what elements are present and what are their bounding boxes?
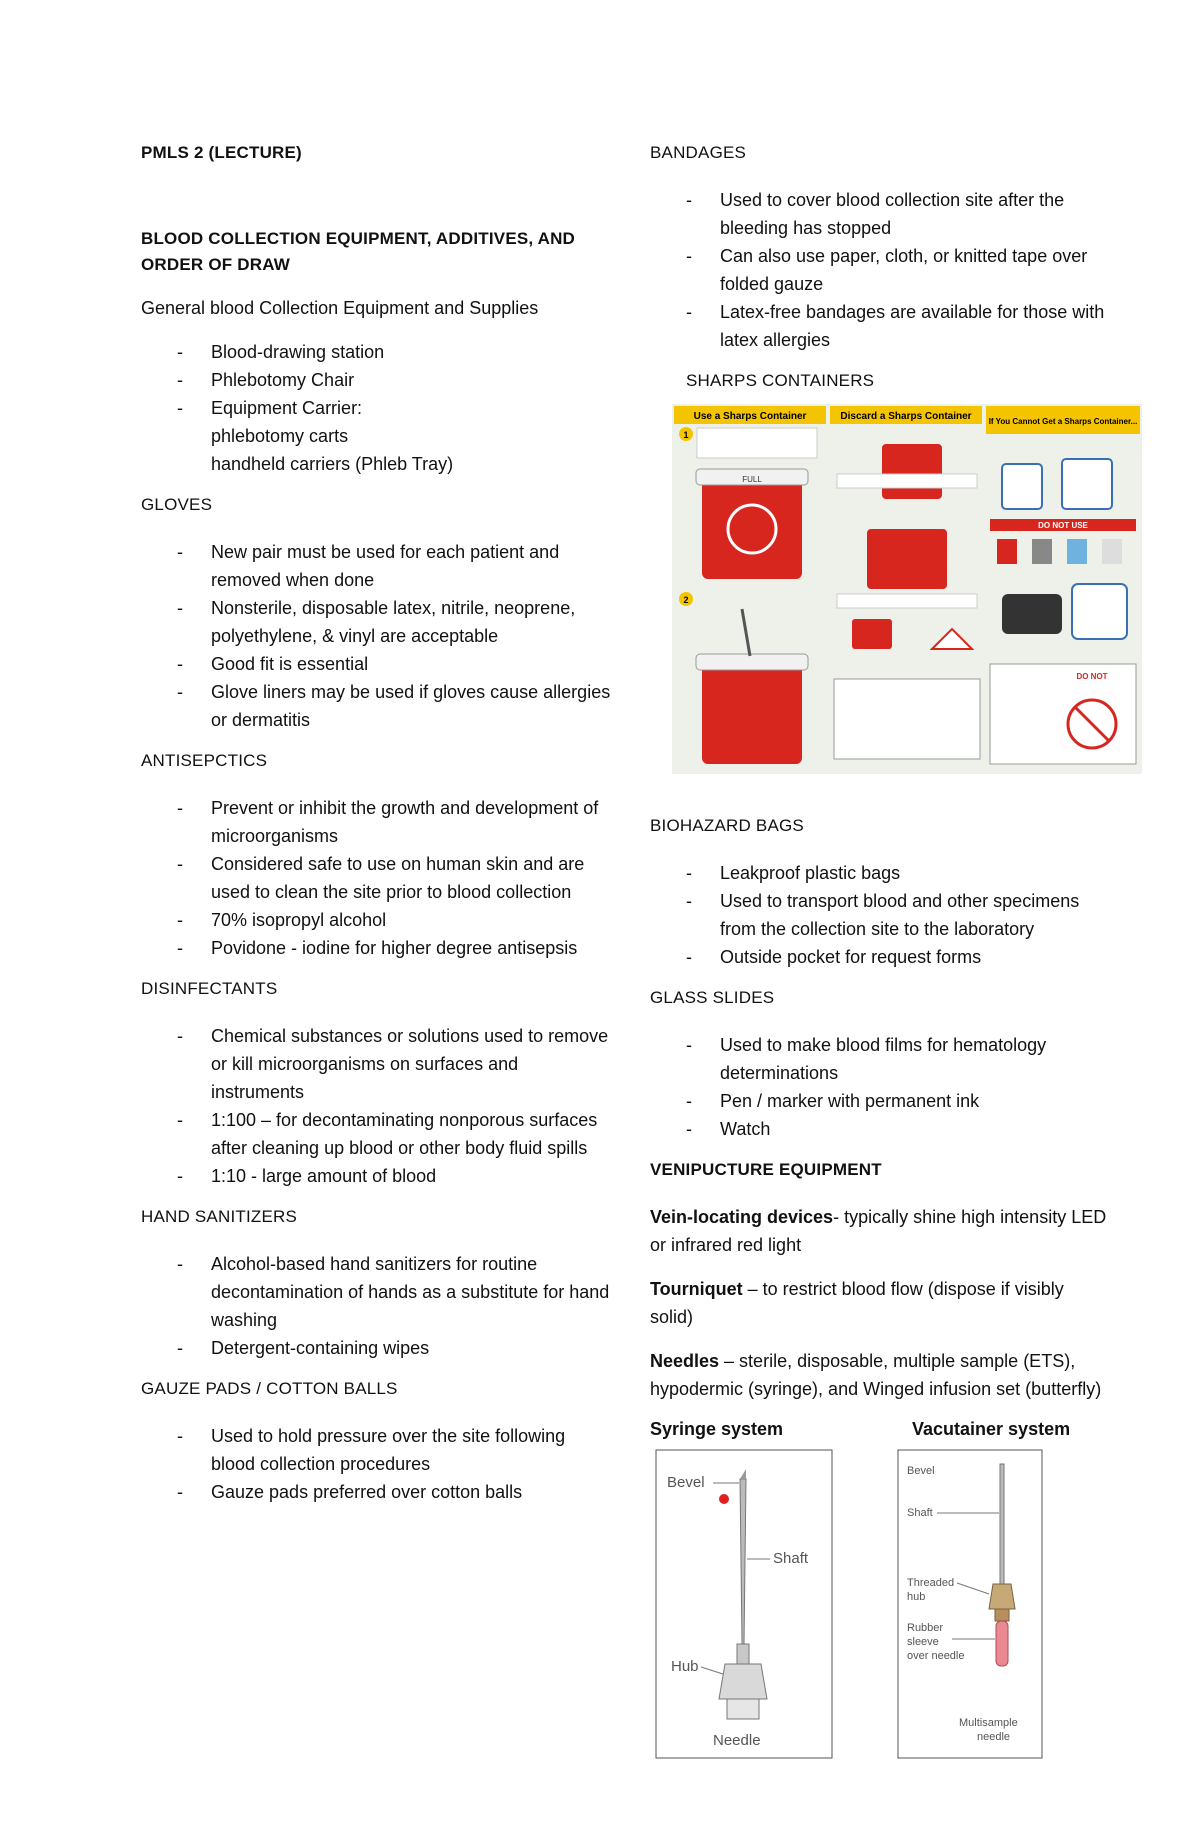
needles-text: – sterile, disposable, multiple sample (ETS), hypodermic (syringe), and Winged infusion set (butterfly) bbox=[650, 1351, 1102, 1399]
hand-sanitizers-heading: HAND SANITIZERS bbox=[141, 1207, 298, 1226]
left-column bbox=[141, 140, 611, 1520]
sharps-bottle bbox=[1072, 584, 1127, 639]
multisample-label: Multisample bbox=[959, 1717, 1018, 1729]
shaft-label: Shaft bbox=[907, 1507, 933, 1519]
venipuncture-heading: VENIPUCTURE EQUIPMENT bbox=[650, 1160, 882, 1179]
list-item: - Leakproof plastic bags bbox=[720, 859, 1110, 887]
needles-term: Needles bbox=[650, 1351, 720, 1371]
syringe-needle-diagram bbox=[655, 1449, 833, 1759]
bleach-bottle bbox=[1062, 459, 1112, 509]
list-item: - Phlebotomy Chair bbox=[211, 366, 611, 394]
vacutainer-system-title: Vacutainer system bbox=[912, 1419, 1071, 1439]
full-line-label: FULL bbox=[742, 475, 762, 484]
list-item: - Latex-free bandages are available for those with latex allergies bbox=[720, 298, 1110, 354]
sharps-container-3 bbox=[882, 444, 942, 499]
gloves-heading: GLOVES bbox=[141, 495, 213, 514]
list-item: - Nonsterile, disposable latex, nitrile, neoprene, polyethylene, & vinyl are acceptable bbox=[211, 594, 611, 650]
container-lid bbox=[696, 654, 808, 670]
container-icon bbox=[1067, 539, 1087, 564]
doc-title: PMLS 2 (LECTURE) bbox=[141, 143, 302, 162]
needle-label: Needle bbox=[713, 1732, 761, 1749]
hub-base bbox=[727, 1699, 759, 1719]
disinfectants-heading: DISINFECTANTS bbox=[141, 979, 278, 998]
bevel-label: Bevel bbox=[907, 1465, 935, 1477]
disinfectants-list bbox=[141, 1022, 611, 1190]
step1-label: 1 bbox=[683, 430, 689, 440]
step2-label: 2 bbox=[683, 595, 689, 605]
right-column bbox=[650, 140, 1138, 1779]
vein-text: - typically shine high intensity LED or infrared red light bbox=[650, 1207, 1107, 1255]
general-list bbox=[141, 338, 611, 478]
needle-figures bbox=[650, 1419, 1110, 1779]
list-item: - Watch bbox=[720, 1115, 1110, 1143]
list-item: - Good fit is essential bbox=[211, 650, 611, 678]
main-heading: BLOOD COLLECTION EQUIPMENT, ADDITIVES, AND ORDER OF DRAW bbox=[141, 229, 576, 274]
list-item: - Prevent or inhibit the growth and development of microorganisms bbox=[211, 794, 611, 850]
diagram-frame bbox=[898, 1450, 1042, 1758]
list-item: - Gauze pads preferred over cotton balls bbox=[211, 1478, 611, 1506]
sharps-container-4 bbox=[867, 529, 947, 589]
glass-slides-heading: GLASS SLIDES bbox=[650, 988, 775, 1007]
list-item: - Blood-drawing station bbox=[211, 338, 611, 366]
sharps-container-2 bbox=[702, 664, 802, 764]
biohazard-list bbox=[650, 859, 1110, 971]
rubber-label: over needle bbox=[907, 1650, 965, 1662]
panel3-title: If You Cannot Get a Sharps Container... bbox=[988, 417, 1138, 426]
sharps-heading: SHARPS CONTAINERS bbox=[686, 371, 875, 390]
list-item: - Used to transport blood and other specimens from the collection site to the laboratory bbox=[720, 887, 1110, 943]
bevel-label: Bevel bbox=[667, 1474, 705, 1491]
rubber-label: Rubber bbox=[907, 1622, 944, 1634]
bevel-marker bbox=[719, 1494, 729, 1504]
list-item: - Glove liners may be used if gloves cause allergies or dermatitis bbox=[211, 678, 611, 734]
list-item: - Pen / marker with permanent ink bbox=[720, 1087, 1110, 1115]
vein-locating-para bbox=[650, 1203, 1110, 1259]
gauze-heading: GAUZE PADS / COTTON BALLS bbox=[141, 1379, 398, 1398]
list-item: - Detergent-containing wipes bbox=[211, 1334, 611, 1362]
carrier-sub: handheld carriers (Phleb Tray) bbox=[211, 454, 454, 474]
hand-sanitizers-list bbox=[141, 1250, 611, 1362]
tourniquet-para bbox=[650, 1275, 1110, 1331]
bandages-list bbox=[650, 186, 1110, 354]
list-item: - 1:100 – for decontaminating nonporous surfaces after cleaning up blood or other body fluid spills bbox=[211, 1106, 611, 1162]
rubber-label: sleeve bbox=[907, 1636, 939, 1648]
antiseptics-heading: ANTISEPCTICS bbox=[141, 751, 268, 770]
sharps-container-1 bbox=[702, 479, 802, 579]
shaft-label: Shaft bbox=[773, 1550, 809, 1567]
bandages-heading: BANDAGES bbox=[650, 143, 747, 162]
needle-hub bbox=[719, 1664, 767, 1699]
list-item: - Considered safe to use on human skin and are used to clean the site prior to blood collection bbox=[211, 850, 611, 906]
panel1-title: Use a Sharps Container bbox=[693, 411, 807, 422]
carrier-label: - Equipment Carrier: bbox=[211, 398, 363, 418]
gauze-list bbox=[141, 1422, 611, 1506]
vacutainer-needle-diagram bbox=[897, 1449, 1043, 1759]
container-icon bbox=[1032, 539, 1052, 564]
disposal-programs-box bbox=[834, 679, 980, 759]
needle-shaft bbox=[1000, 1464, 1004, 1584]
step-text-box bbox=[837, 474, 977, 488]
rubber-sleeve bbox=[996, 1621, 1008, 1666]
panel2-title: Discard a Sharps Container bbox=[840, 411, 972, 422]
needles-para bbox=[650, 1347, 1110, 1403]
list-item: - Outside pocket for request forms bbox=[720, 943, 1110, 971]
antiseptics-list bbox=[141, 794, 611, 962]
carrier-sub: phlebotomy carts bbox=[211, 426, 349, 446]
container-icon bbox=[1102, 539, 1122, 564]
general-intro: General blood Collection Equipment and Supplies bbox=[141, 298, 539, 318]
list-item: - 70% isopropyl alcohol bbox=[211, 906, 611, 934]
list-item: - Used to hold pressure over the site following blood collection procedures bbox=[211, 1422, 611, 1478]
needle-hub-neck bbox=[737, 1644, 749, 1664]
detergent-bottle bbox=[1002, 464, 1042, 509]
tourniquet-term: Tourniquet bbox=[650, 1279, 743, 1299]
threaded-label: Threaded bbox=[907, 1577, 955, 1589]
threaded-hub bbox=[989, 1584, 1015, 1609]
biohazard-heading: BIOHAZARD BAGS bbox=[650, 816, 804, 835]
do-not-label: DO NOT bbox=[1076, 672, 1108, 681]
list-item: - Used to make blood films for hematology determinations bbox=[720, 1031, 1110, 1087]
hub-collar bbox=[995, 1609, 1009, 1621]
list-item: - Chemical substances or solutions used to remove or kill microorganisms on surfaces and instruments bbox=[211, 1022, 611, 1106]
hub-label: hub bbox=[907, 1591, 926, 1603]
list-item bbox=[211, 394, 611, 478]
sharps-container-infographic bbox=[672, 404, 1142, 774]
list-item: - Can also use paper, cloth, or knitted tape over folded gauze bbox=[720, 242, 1110, 298]
container-icon bbox=[997, 539, 1017, 564]
multisample-label: needle bbox=[977, 1731, 1011, 1743]
tape-roll bbox=[1002, 594, 1062, 634]
syringe-system-title: Syringe system bbox=[650, 1419, 784, 1439]
hub-label: Hub bbox=[671, 1658, 699, 1675]
gloves-list bbox=[141, 538, 611, 734]
list-item: - Povidone - iodine for higher degree antisepsis bbox=[211, 934, 611, 962]
list-item: - New pair must be used for each patient and removed when done bbox=[211, 538, 611, 594]
list-item: - Used to cover blood collection site after the bleeding has stopped bbox=[720, 186, 1110, 242]
list-item: - Alcohol-based hand sanitizers for routine decontamination of hands as a substitute for hand washing bbox=[211, 1250, 611, 1334]
do-not-use-label: DO NOT USE bbox=[1038, 521, 1088, 530]
tourniquet-text: – to restrict blood flow (dispose if visibly solid) bbox=[650, 1279, 1064, 1327]
step-text-box bbox=[837, 594, 977, 608]
sharps-container-5 bbox=[852, 619, 892, 649]
step1-text-box bbox=[697, 428, 817, 458]
list-item: - 1:10 - large amount of blood bbox=[211, 1162, 611, 1190]
vein-term: Vein-locating devices bbox=[650, 1207, 834, 1227]
glass-slides-list bbox=[650, 1031, 1110, 1143]
